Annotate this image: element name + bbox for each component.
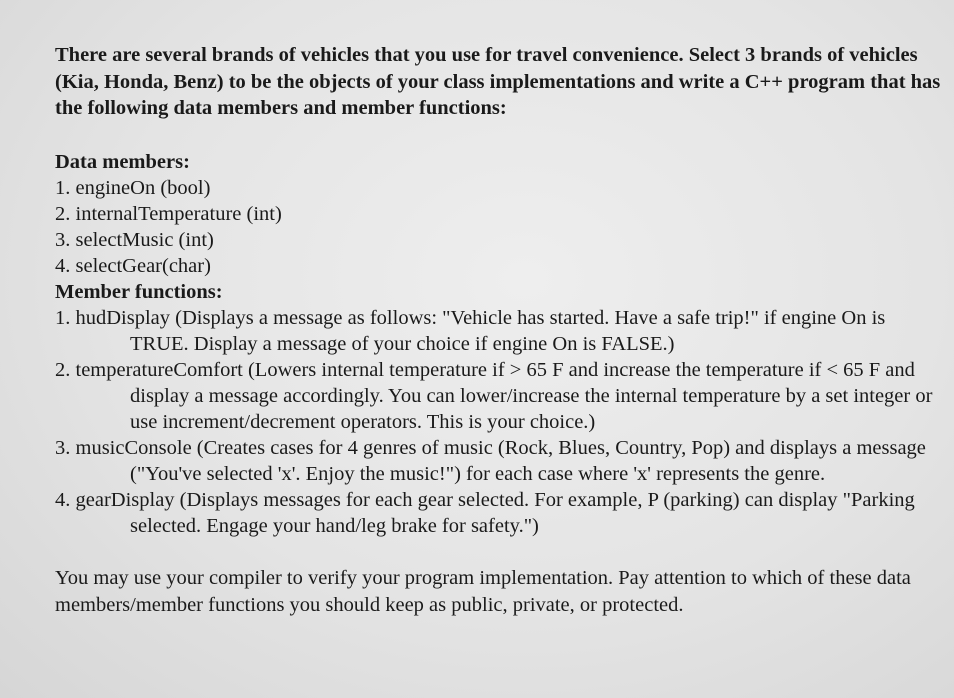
item-number: 3. — [55, 228, 71, 251]
data-member-item — [55, 227, 945, 253]
data-members-heading: Data members: — [55, 150, 190, 173]
data-member-item — [55, 201, 945, 227]
item-text: gearDisplay (Displays messages for each gear selected. For example, P (parking) can display "Parking selected. Engage your hand/leg brake for safety.") — [75, 488, 915, 537]
item-number: 4. — [55, 254, 71, 277]
item-text: temperatureComfort (Lowers internal temperature if > 65 F and increase the temperature if < 65 F and display a message accordingly. You can lower/increase the internal temperature by a set integer or use increment/decrement operators. This is your choice.) — [75, 358, 933, 433]
data-members-list — [55, 175, 945, 279]
member-functions-list — [55, 305, 945, 539]
item-text: engineOn (bool) — [75, 176, 211, 199]
item-number: 1. — [55, 176, 71, 199]
item-number: 2. — [55, 358, 71, 381]
closing-paragraph: You may use your compiler to verify your program implementation. Pay attention to which of these data members/member functions you should keep as public, private, or protected. — [55, 566, 911, 616]
member-function-item — [55, 357, 945, 435]
member-function-item — [55, 305, 945, 357]
item-number: 2. — [55, 202, 71, 225]
item-number: 4. — [55, 488, 71, 511]
item-text: hudDisplay (Displays a message as follows: "Vehicle has started. Have a safe trip!" if engine On is TRUE. Display a message of your choice if engine On is FALSE.) — [75, 306, 886, 355]
item-number: 3. — [55, 436, 71, 459]
assignment-document — [55, 42, 945, 619]
member-functions-heading: Member functions: — [55, 280, 223, 303]
item-text: selectGear(char) — [75, 254, 211, 277]
item-text: musicConsole (Creates cases for 4 genres of music (Rock, Blues, Country, Pop) and displays a message ("You've selected 'x'. Enjoy the music!") for each case where 'x' represents the genre. — [75, 436, 926, 485]
data-member-item — [55, 175, 945, 201]
item-text: selectMusic (int) — [75, 228, 214, 251]
member-function-item — [55, 487, 945, 539]
data-member-item — [55, 253, 945, 279]
item-number: 1. — [55, 306, 71, 329]
member-function-item — [55, 435, 945, 487]
intro-paragraph: There are several brands of vehicles that you use for travel convenience. Select 3 brands of vehicles (Kia, Honda, Benz) to be the objects of your class implementations and write a C++ program that has the following data members and member functions: — [55, 44, 941, 119]
item-text: internalTemperature (int) — [75, 202, 282, 225]
